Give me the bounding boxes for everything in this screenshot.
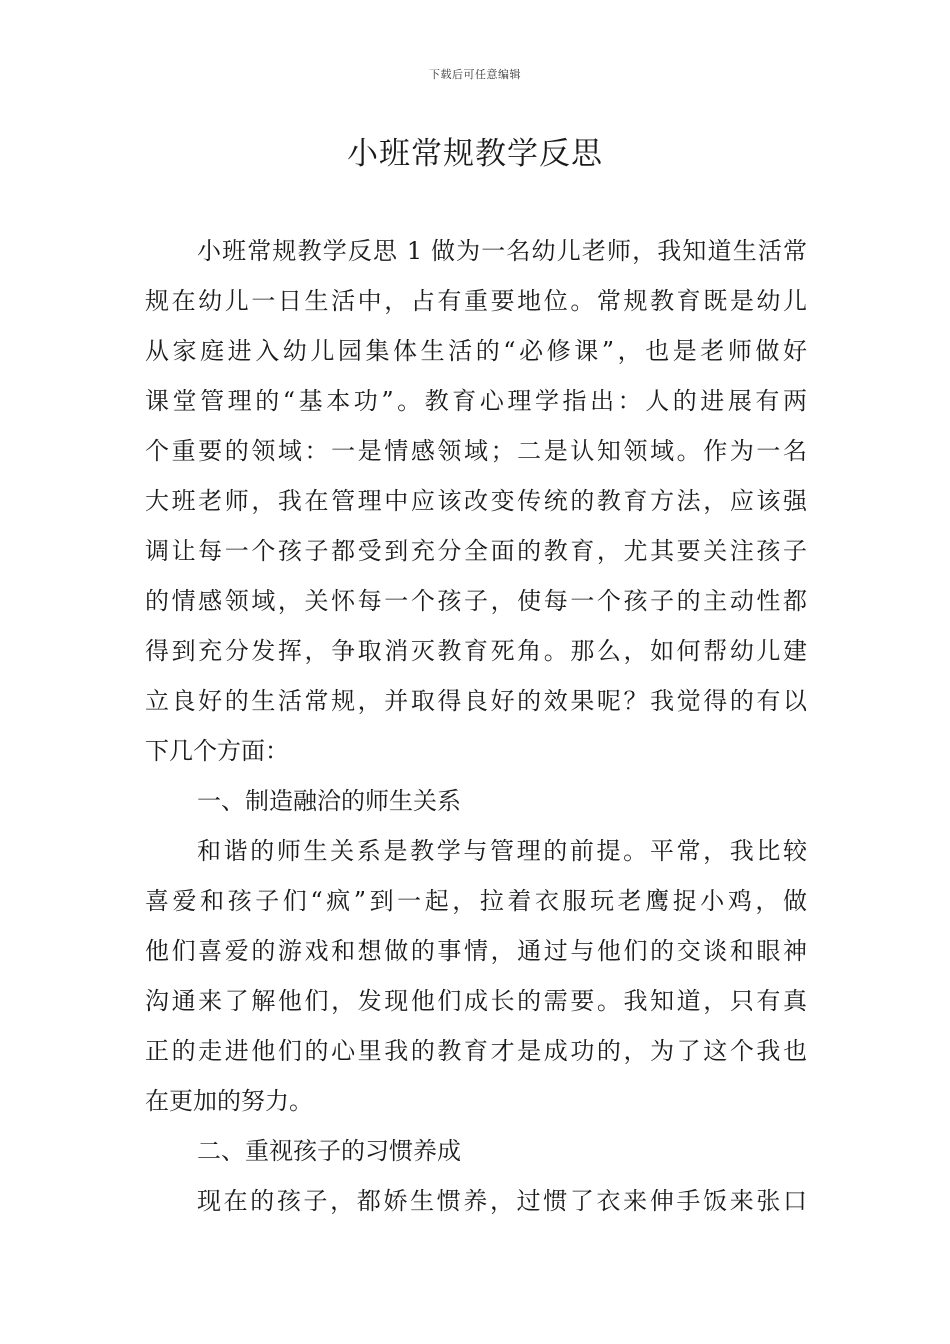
- text-line: 规在幼儿一日生活中，占有重要地位。常规教育既是幼儿: [145, 287, 807, 315]
- text-line: 课堂管理的“基本功”。教育心理学指出：人的进展有两: [145, 387, 807, 415]
- text-line: 调让每一个孩子都受到充分全面的教育，尤其要关注孩子: [145, 537, 807, 565]
- text-line: 正的走进他们的心里我的教育才是成功的，为了这个我也: [145, 1037, 807, 1065]
- text-line: 现在的孩子，都娇生惯养，过惯了衣来伸手饭来张口: [197, 1187, 807, 1215]
- text-line: 小班常规教学反思 1 做为一名幼儿老师，我知道生活常: [197, 237, 807, 265]
- document-body: [145, 226, 807, 1226]
- text-line: 二、重视孩子的习惯养成: [197, 1137, 461, 1165]
- text-line: 一、制造融洽的师生关系: [197, 787, 461, 815]
- text-line: 下几个方面：: [145, 737, 289, 765]
- text-line: 在更加的努力。: [145, 1087, 313, 1115]
- text-line: 得到充分发挥，争取消灭教育死角。那么，如何帮幼儿建: [145, 637, 807, 665]
- text-line: 立良好的生活常规，并取得良好的效果呢？我觉得的有以: [145, 687, 807, 715]
- text-line: 从家庭进入幼儿园集体生活的“必修课”，也是老师做好: [145, 337, 807, 365]
- header-note: 下载后可任意编辑: [429, 68, 521, 81]
- text-line: 喜爱和孩子们“疯”到一起，拉着衣服玩老鹰捉小鸡，做: [145, 887, 807, 915]
- text-line: 沟通来了解他们，发现他们成长的需要。我知道，只有真: [145, 987, 807, 1015]
- text-line: 的情感领域，关怀每一个孩子，使每一个孩子的主动性都: [145, 587, 807, 615]
- text-line: 和谐的师生关系是教学与管理的前提。平常，我比较: [197, 837, 807, 865]
- text-line: 个重要的领域：一是情感领域；二是认知领域。作为一名: [145, 437, 807, 465]
- text-line: 大班老师，我在管理中应该改变传统的教育方法，应该强: [145, 487, 807, 515]
- text-line: 他们喜爱的游戏和想做的事情，通过与他们的交谈和眼神: [145, 937, 807, 965]
- document-title: 小班常规教学反思: [347, 136, 603, 172]
